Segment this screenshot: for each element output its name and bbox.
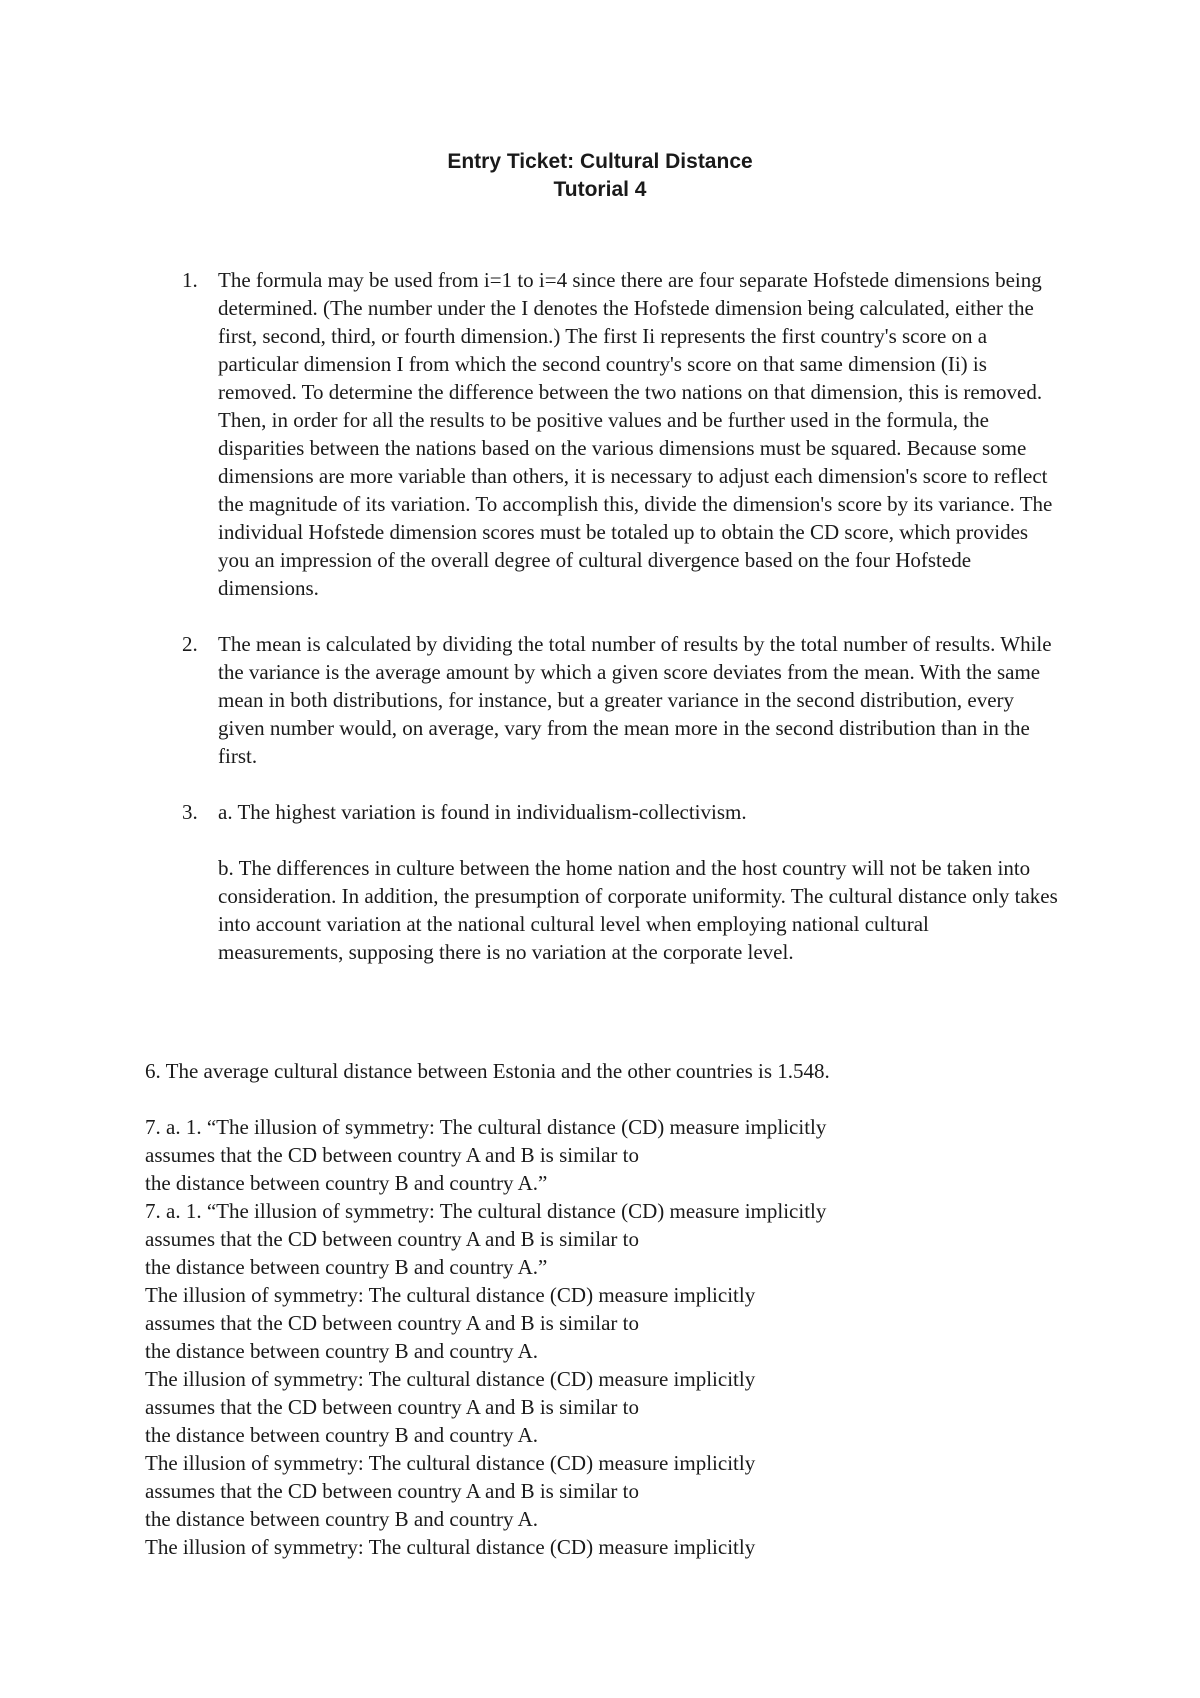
list-item-number: 2. [182, 632, 198, 656]
answer-7-line: the distance between country B and country A. [145, 1423, 539, 1447]
answer-7-line: the distance between country B and country A. [145, 1339, 539, 1363]
list-item-paragraph: The formula may be used from i=1 to i=4 since there are four separate Hofstede dimensions being determined. (The number under the I denotes the Hofstede dimension being calculated, either the first, second, third, or fourth dimension.) The first Ii represents the first country's score on a particular dimension I from which the second country's score on that same dimension (Ii) is removed. To determine the difference between the two nations on that dimension, this is removed. Then, in order for all the results to be positive values and be further used in the formula, the disparities between the nations based on the various dimensions must be squared. Because some dimensions are more variable than others, it is necessary to adjust each dimension's score to reflect the magnitude of its variation. To accomplish this, divide the dimension's score by its variance. The individual Hofstede dimension scores must be totaled up to obtain the CD score, which provides you an impression of the overall degree of cultural divergence based on the four Hofstede dimensions. [218, 268, 1053, 600]
title-line-1: Entry Ticket: Cultural Distance [447, 150, 753, 173]
answer-7-line: the distance between country B and country A. [145, 1507, 539, 1531]
answer-7-line: the distance between country B and country A.” [145, 1255, 548, 1279]
list-item-number: 3. [182, 800, 198, 824]
list-item-1 [182, 266, 1058, 602]
answer-7-line: the distance between country B and country A.” [145, 1171, 548, 1195]
document-title [0, 148, 1200, 204]
answer-7 [145, 1113, 1065, 1561]
list-item-3 [182, 798, 1058, 966]
answer-6-text: 6. The average cultural distance between Estonia and the other countries is 1.548. [145, 1059, 830, 1083]
answer-7-line: 7. a. 1. “The illusion of symmetry: The cultural distance (CD) measure implicitly [145, 1199, 827, 1223]
answer-7-line: The illusion of symmetry: The cultural distance (CD) measure implicitly [145, 1451, 756, 1475]
title-line-2: Tutorial 4 [553, 178, 647, 201]
answer-7-line: The illusion of symmetry: The cultural distance (CD) measure implicitly [145, 1283, 756, 1307]
answer-7-line: 7. a. 1. “The illusion of symmetry: The cultural distance (CD) measure implicitly [145, 1115, 827, 1139]
answer-7-line: assumes that the CD between country A and B is similar to [145, 1311, 640, 1335]
answer-7-line: assumes that the CD between country A and B is similar to [145, 1395, 640, 1419]
numbered-list [0, 266, 1200, 994]
answer-6 [145, 1057, 1065, 1085]
list-item-number: 1. [182, 268, 198, 292]
answer-7-line: The illusion of symmetry: The cultural distance (CD) measure implicitly [145, 1535, 756, 1559]
answer-7-line: assumes that the CD between country A and B is similar to [145, 1227, 640, 1251]
answer-7-line: assumes that the CD between country A and B is similar to [145, 1143, 640, 1167]
list-item-paragraph-b: b. The differences in culture between the home nation and the host country will not be taken into consideration. In addition, the presumption of corporate uniformity. The cultural distance only takes into account variation at the national cultural level when employing national cultural measurements, supposing there is no variation at the corporate level. [218, 856, 1058, 964]
answer-7-line: The illusion of symmetry: The cultural distance (CD) measure implicitly [145, 1367, 756, 1391]
list-item-paragraph-a: a. The highest variation is found in individualism-collectivism. [218, 800, 747, 824]
list-item-paragraph: The mean is calculated by dividing the total number of results by the total number of results. While the variance is the average amount by which a given score deviates from the mean. With the same mean in both distributions, for instance, but a greater variance in the second distribution, every given number would, on average, vary from the mean more in the second distribution than in the first. [218, 632, 1052, 768]
list-item-2 [182, 630, 1058, 770]
answer-7-line: assumes that the CD between country A and B is similar to [145, 1479, 640, 1503]
